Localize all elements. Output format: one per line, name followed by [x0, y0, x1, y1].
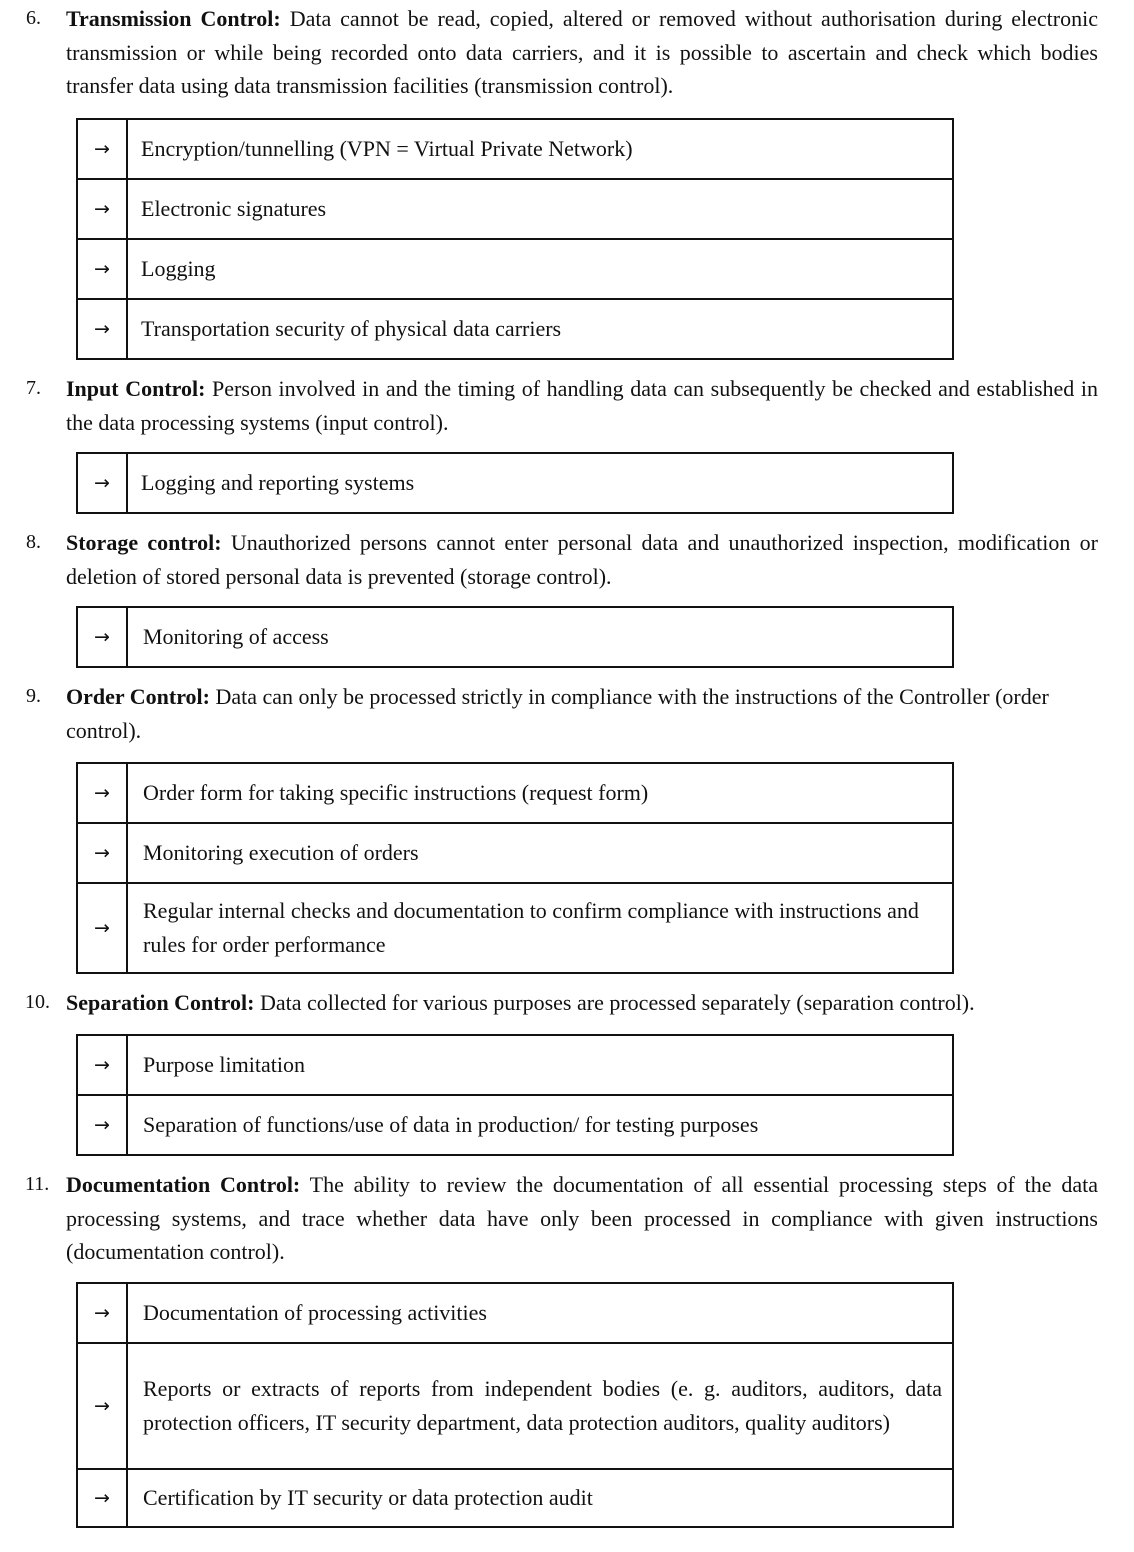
- measures-table-storage: [76, 606, 954, 668]
- section-number: 6.: [26, 7, 41, 29]
- measure-text: Order form for taking specific instructions (request form): [127, 763, 953, 823]
- section-number: 10.: [25, 991, 50, 1013]
- measure-row: [77, 119, 953, 179]
- section-paragraph: [66, 526, 1098, 593]
- arrow-icon: →: [77, 1283, 127, 1343]
- section-body: Data cannot be read, copied, altered or removed without authorisation during electronic transmission or while being recorded onto data carriers, and it is possible to ascertain and check which bodies transfer data using data transmission facilities (transmission control).: [66, 6, 1098, 98]
- measure-row: [77, 1283, 953, 1343]
- measure-row: [77, 763, 953, 823]
- measure-text: Monitoring execution of orders: [127, 823, 953, 883]
- measures-table-input: [76, 452, 954, 514]
- measure-row: [77, 453, 953, 513]
- measure-text: Encryption/tunnelling (VPN = Virtual Private Network): [127, 119, 953, 179]
- section-body: Person involved in and the timing of handling data can subsequently be checked and established in the data processing systems (input control).: [66, 376, 1098, 435]
- arrow-icon: →: [77, 453, 127, 513]
- section-paragraph: [66, 1168, 1098, 1269]
- measure-text: Reports or extracts of reports from independent bodies (e. g. auditors, auditors, data protection officers, IT security department, data protection auditors, quality auditors): [127, 1343, 953, 1469]
- measure-row: [77, 1469, 953, 1527]
- section-paragraph: [66, 372, 1098, 439]
- measure-text: Logging: [127, 239, 953, 299]
- measure-text: Separation of functions/use of data in production/ for testing purposes: [127, 1095, 953, 1155]
- measures-table-documentation: [76, 1282, 954, 1528]
- arrow-icon: →: [77, 1343, 127, 1469]
- section-body: Unauthorized persons cannot enter personal data and unauthorized inspection, modification or deletion of stored personal data is prevented (storage control).: [66, 530, 1098, 589]
- section-paragraph: [66, 680, 1098, 747]
- arrow-icon: →: [77, 607, 127, 667]
- section-number: 9.: [26, 685, 41, 707]
- section-body: Data can only be processed strictly in compliance with the instructions of the Controller (order control).: [66, 684, 1049, 743]
- section-title: Storage control:: [66, 530, 222, 555]
- measure-row: [77, 239, 953, 299]
- section-title: Input Control:: [66, 376, 206, 401]
- measure-text: Electronic signatures: [127, 179, 953, 239]
- arrow-icon: →: [77, 239, 127, 299]
- arrow-icon: →: [77, 763, 127, 823]
- section-paragraph: [66, 2, 1098, 103]
- measure-text: Documentation of processing activities: [127, 1283, 953, 1343]
- arrow-icon: →: [77, 883, 127, 973]
- arrow-icon: →: [77, 1469, 127, 1527]
- measure-text: Purpose limitation: [127, 1035, 953, 1095]
- section-body: Data collected for various purposes are processed separately (separation control).: [254, 990, 975, 1015]
- section-title: Transmission Control:: [66, 6, 281, 31]
- measure-text: Regular internal checks and documentation to confirm compliance with instructions and rules for order performance: [127, 883, 953, 973]
- measure-row: [77, 179, 953, 239]
- arrow-icon: →: [77, 1035, 127, 1095]
- section-title: Separation Control:: [66, 990, 255, 1015]
- arrow-icon: →: [77, 119, 127, 179]
- measure-row: [77, 607, 953, 667]
- section-title: Documentation Control:: [66, 1172, 301, 1197]
- section-paragraph: [66, 986, 1098, 1020]
- measure-text: Logging and reporting systems: [127, 453, 953, 513]
- measure-text: Certification by IT security or data protection audit: [127, 1469, 953, 1527]
- section-title: Order Control:: [66, 684, 210, 709]
- section-number: 11.: [25, 1173, 50, 1195]
- measures-table-separation: [76, 1034, 954, 1156]
- measures-table-transmission: [76, 118, 954, 360]
- measure-row: [77, 1343, 953, 1469]
- measure-row: [77, 1095, 953, 1155]
- section-number: 8.: [26, 531, 41, 553]
- arrow-icon: →: [77, 823, 127, 883]
- measure-row: [77, 823, 953, 883]
- arrow-icon: →: [77, 299, 127, 359]
- measure-row: [77, 299, 953, 359]
- measure-text: Transportation security of physical data carriers: [127, 299, 953, 359]
- measure-text: Monitoring of access: [127, 607, 953, 667]
- measure-row: [77, 883, 953, 973]
- measure-row: [77, 1035, 953, 1095]
- arrow-icon: →: [77, 179, 127, 239]
- arrow-icon: →: [77, 1095, 127, 1155]
- section-body: The ability to review the documentation of all essential processing steps of the data processing systems, and trace whether data have only been processed in compliance with given instructions (documentation control).: [66, 1172, 1098, 1264]
- section-number: 7.: [26, 377, 41, 399]
- measures-table-order: [76, 762, 954, 974]
